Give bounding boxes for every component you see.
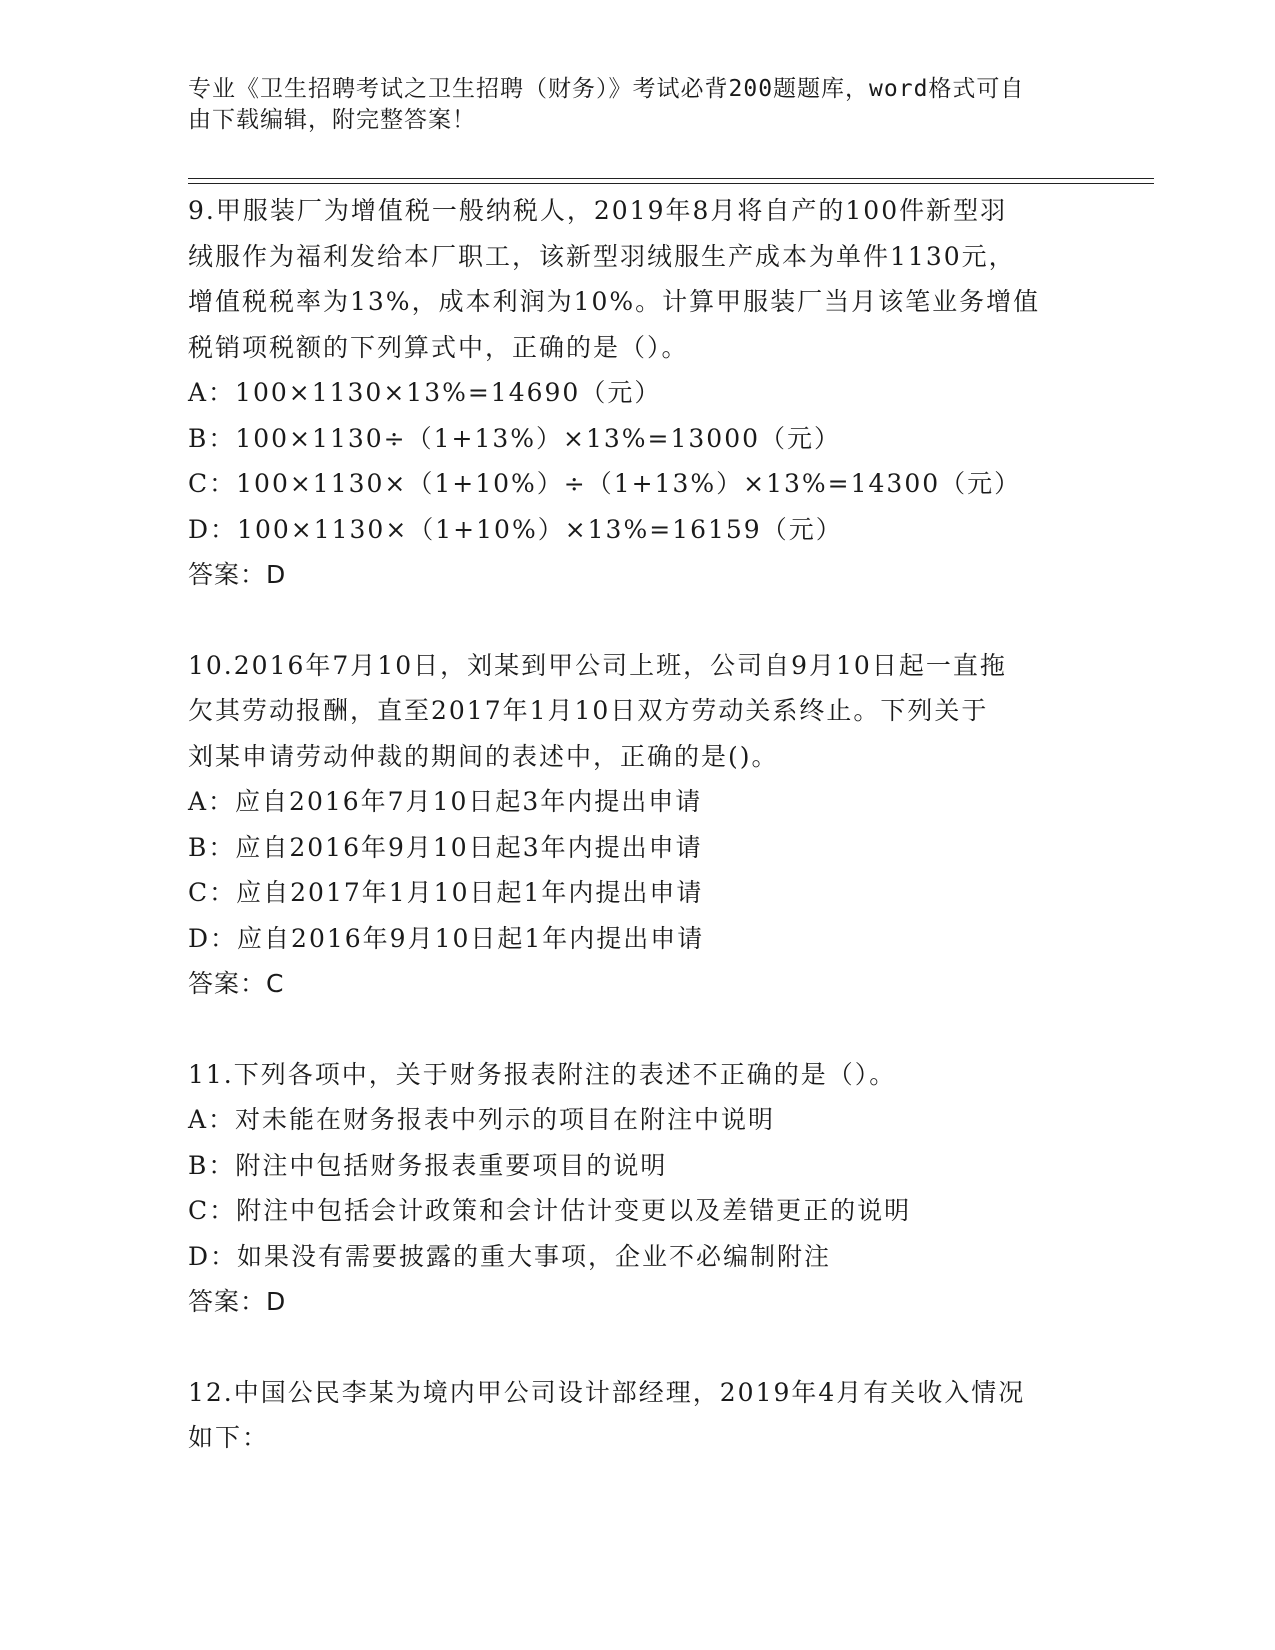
answer-line: 答案：D	[188, 1287, 287, 1316]
question-stem-line: 绒服作为福利发给本厂职工，该新型羽绒服生产成本为单件1130元，	[188, 241, 1016, 271]
option-b: B：附注中包括财务报表重要项目的说明	[188, 1150, 668, 1180]
header-divider-top	[188, 178, 1154, 179]
header-line-1: 专业《卫生招聘考试之卫生招聘（财务）》考试必背200题题库，word格式可自	[188, 76, 1025, 102]
question-stem-line: 增值税税率为13%，成本利润为10%。计算甲服装厂当月该笔业务增值	[188, 287, 1041, 316]
question-stem-line: 如下：	[188, 1423, 270, 1452]
question-12	[188, 1370, 1088, 1461]
answer-line: 答案：D	[188, 560, 287, 589]
question-list	[188, 188, 1088, 1506]
document-header	[188, 74, 1078, 136]
option-a: A：100×1130×13%=14690（元）	[188, 378, 662, 407]
question-10	[188, 643, 1088, 1007]
question-stem-line: 欠其劳动报酬，直至2017年1月10日双方劳动关系终止。下列关于	[188, 696, 989, 725]
question-stem-line: 刘某申请劳动仲裁的期间的表述中，正确的是()。	[188, 741, 779, 771]
option-c: C：应自2017年1月10日起1年内提出申请	[188, 878, 704, 907]
option-d: D：100×1130×（1+10%）×13%=16159（元）	[188, 514, 843, 544]
header-divider-bottom	[188, 183, 1154, 184]
question-9	[188, 188, 1088, 598]
option-c: C：100×1130×（1+10%）÷（1+13%）×13%=14300（元）	[188, 469, 1022, 498]
question-stem-line: 11.下列各项中，关于财务报表附注的表述不正确的是（）。	[188, 1059, 897, 1089]
option-a: A：应自2016年7月10日起3年内提出申请	[188, 787, 703, 816]
option-b: B：100×1130÷（1+13%）×13%=13000（元）	[188, 423, 842, 453]
question-stem-line: 9.甲服装厂为增值税一般纳税人，2019年8月将自产的100件新型羽	[188, 196, 1008, 225]
question-11	[188, 1052, 1088, 1325]
answer-line: 答案：C	[188, 969, 285, 998]
option-b: B：应自2016年9月10日起3年内提出申请	[188, 832, 703, 862]
option-d: D：应自2016年9月10日起1年内提出申请	[188, 923, 705, 953]
question-stem-line: 税销项税额的下列算式中，正确的是（）。	[188, 332, 689, 362]
question-stem-line: 10.2016年7月10日，刘某到甲公司上班，公司自9月10日起一直拖	[188, 650, 1007, 680]
option-d: D：如果没有需要披露的重大事项，企业不必编制附注	[188, 1241, 832, 1271]
header-line-2: 由下载编辑，附完整答案！	[188, 107, 476, 133]
option-a: A：对未能在财务报表中列示的项目在附注中说明	[188, 1105, 776, 1134]
question-stem-line: 12.中国公民李某为境内甲公司设计部经理，2019年4月有关收入情况	[188, 1377, 1026, 1407]
option-c: C：附注中包括会计政策和会计估计变更以及差错更正的说明	[188, 1196, 912, 1225]
